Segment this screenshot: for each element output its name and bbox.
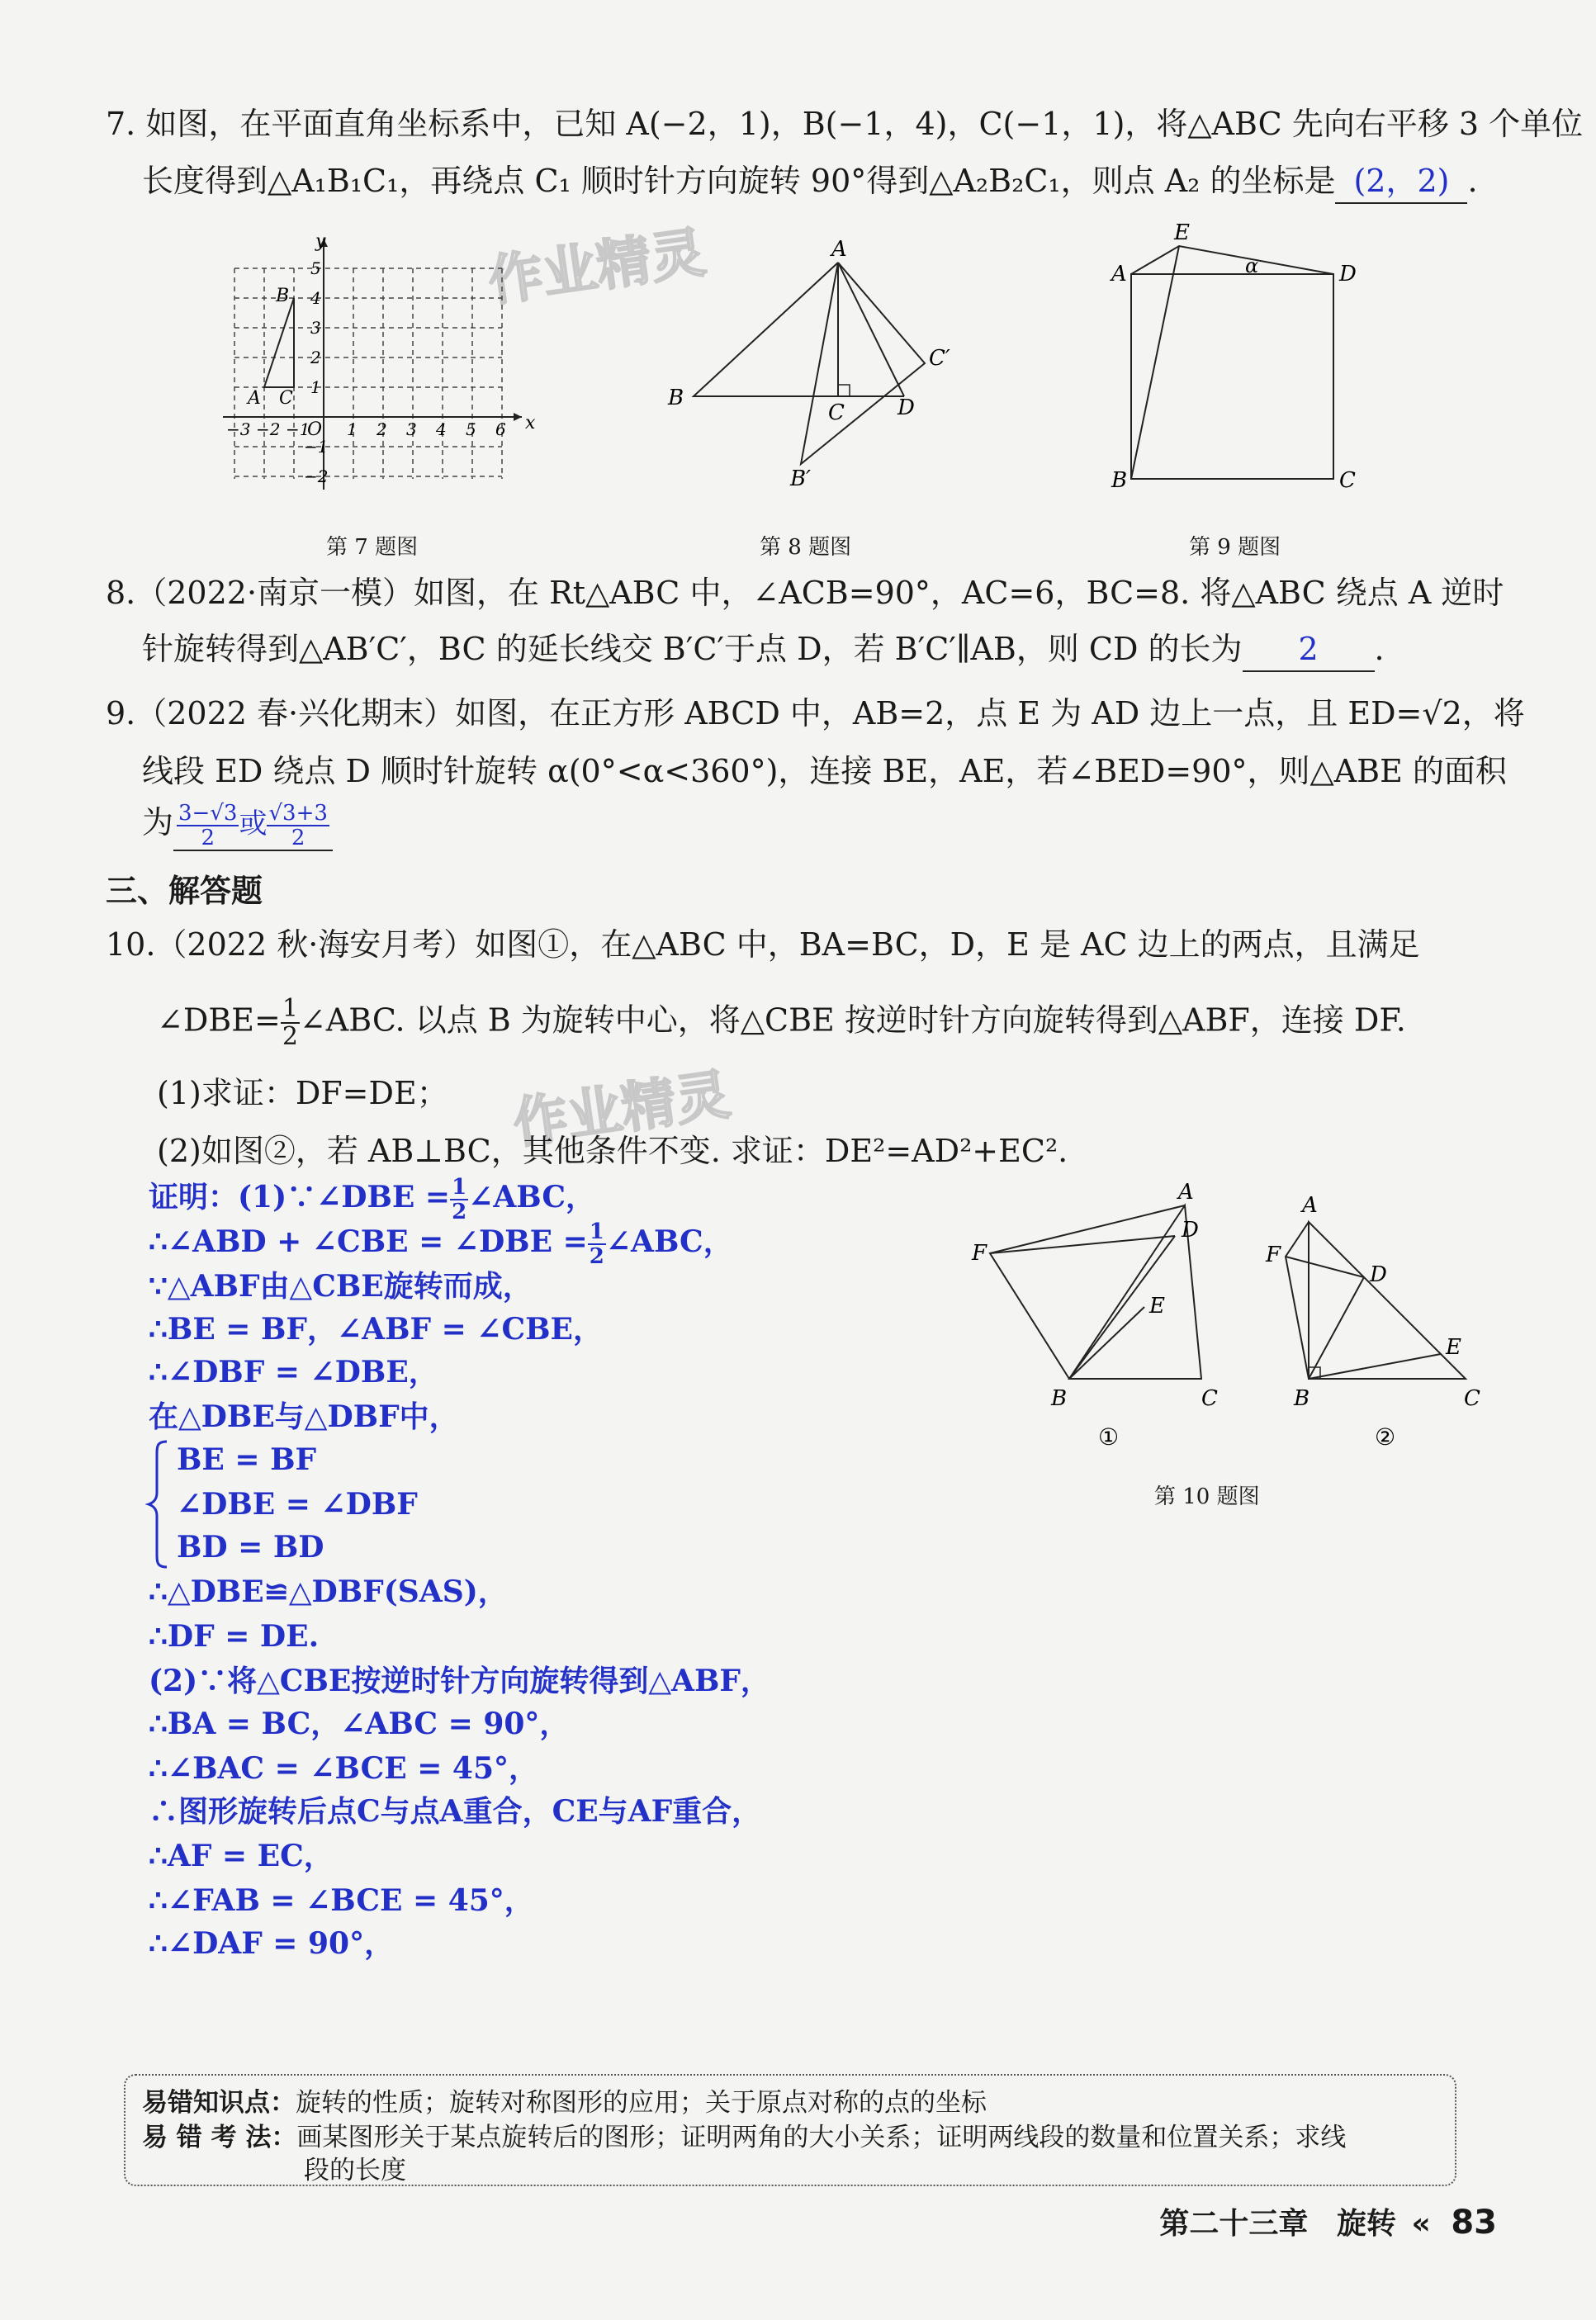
fig8-triangle-abc (694, 263, 904, 396)
fig8-triangle-ab'c' (801, 263, 925, 464)
q10-part1: (1)求证：DF=DE； (157, 1075, 448, 1111)
watermark-2: 作业精灵 (509, 1062, 734, 1156)
sol-s1b: ∠ABC， (468, 1180, 596, 1214)
solution-line-9: BD = BD (177, 1530, 324, 1565)
sol-half-2-num: 1 (589, 1219, 604, 1244)
fig10-1-line-df (990, 1236, 1175, 1253)
solution-line-15: ∴图形旋转后点C与点A重合，CE与AF重合， (149, 1794, 762, 1829)
fig7-ytick: 3 (310, 318, 321, 338)
figure-7 (215, 227, 545, 500)
fig10-1-label-d: D (1182, 1218, 1199, 1243)
tips-label-1: 易错知识点： (142, 2088, 296, 2118)
tips-label-2: 易 错 考 法： (142, 2123, 297, 2152)
q9-num2: √3+3 (268, 800, 328, 826)
solution-line-16: ∴AF = EC， (149, 1839, 334, 1873)
sol-half-1-den: 2 (452, 1200, 467, 1224)
fig9-label-a: A (1111, 262, 1127, 286)
tips-text-2: 画某图形关于某点旋转后的图形；证明两角的大小关系；证明两线段的数量和位置关系；求线 (296, 2123, 1347, 2152)
fig10-1-label-c: C (1201, 1386, 1218, 1411)
solution-line-7: BE = BF (177, 1442, 317, 1477)
fig7-label-c: C (279, 388, 293, 409)
fig10-1-label-b: B (1051, 1386, 1068, 1411)
fig7-label-b: B (276, 286, 290, 306)
sol-s2a: ∴∠ABD + ∠CBE = ∠DBE = (149, 1224, 588, 1259)
fig7-xtick: 2 (377, 419, 387, 439)
fig7-y-ticks (304, 258, 328, 486)
fig10-2-line-be (1309, 1354, 1441, 1379)
solution-line-3: ∵△ABF由△CBE旋转而成， (149, 1269, 533, 1304)
q9-line3-text: 为 (142, 804, 174, 840)
tips-line-3: 段的长度 (304, 2156, 406, 2185)
fig7-xtick: 6 (495, 419, 506, 439)
q9-line2: 线段 ED 绕点 D 顺时针旋转 α(0°<α<360°)，连接 BE，AE，若∠BED=90°，则△ABE 的面积 (142, 753, 1507, 789)
q8-answer: 2 (1243, 627, 1375, 672)
fig9-label-alpha: α (1245, 254, 1259, 277)
fig8-label-b: B (668, 386, 684, 410)
fig9-line-aed (1131, 246, 1333, 274)
fig7-xtick: −3 (226, 419, 251, 439)
solution-line-12: (2)∵将△CBE按逆时针方向旋转得到△ABF， (149, 1664, 770, 1698)
section-heading: 三、解答题 (106, 873, 263, 909)
solution-line-18: ∴∠DAF = 90°， (149, 1926, 395, 1961)
fig10-2-line-df (1286, 1257, 1364, 1277)
page-footer (1159, 2200, 1497, 2242)
fig8-line-ad (838, 263, 904, 396)
fig8-label-d: D (897, 395, 915, 420)
fig10-2-label-d: D (1370, 1262, 1387, 1287)
solution-line-11: ∴DF = DE. (149, 1619, 320, 1654)
fig7-triangle-abc (264, 298, 294, 387)
fig7-label-x: x (525, 413, 536, 433)
fig10-2-number: ② (1375, 1423, 1396, 1451)
solution-line-13: ∴BA = BC，∠ABC = 90°， (149, 1707, 570, 1741)
q7-line2-text: 长度得到△A₁B₁C₁，再绕点 C₁ 顺时针方向旋转 90°得到△A₂B₂C₁，则点 A₂ 的坐标是 (142, 163, 1336, 199)
fig10-diagram-1 (990, 1205, 1201, 1379)
watermark-1: 作业精灵 (484, 220, 709, 314)
figure-8 (656, 239, 970, 495)
fig7-ytick: 1 (310, 377, 321, 397)
q10-line2b: ∠ABC. 以点 B 为旋转中心，将△CBE 按逆时针方向旋转得到△ABF，连接 DF. (299, 1001, 1406, 1039)
sol-half-1 (450, 1176, 468, 1224)
solution-line-14: ∴∠BAC = ∠BCE = 45°， (149, 1751, 538, 1786)
q9-den2: 2 (291, 825, 305, 850)
fig10-2-label-b: B (1294, 1386, 1310, 1411)
fig7-ytick: 4 (310, 288, 321, 308)
solution-line-1 (149, 1176, 595, 1224)
footer-arrows-icon: « (1411, 2207, 1431, 2241)
caption-fig10: 第 10 题图 (1154, 1484, 1260, 1509)
caption-fig7: 第 7 题图 (326, 535, 419, 560)
figure-9 (1098, 215, 1395, 495)
fig7-ytick: −1 (304, 437, 329, 457)
fig9-line-be (1131, 246, 1179, 479)
fig8-label-a: A (831, 239, 847, 262)
fig10-2-label-c: C (1464, 1386, 1480, 1411)
q7-end: . (1467, 163, 1478, 199)
q10-line1: 10.（2022 秋·海安月考）如图①，在△ABC 中，BA=BC，D，E 是 AC 边上的两点，且满足 (106, 926, 1420, 963)
q10-half-den: 2 (282, 1022, 298, 1051)
solution-line-17: ∴∠FAB = ∠BCE = 45°， (149, 1883, 534, 1918)
caption-fig9: 第 9 题图 (1189, 535, 1281, 560)
fig7-ytick: 5 (310, 258, 321, 278)
fig10-1-number: ① (1098, 1423, 1120, 1451)
page-number: 83 (1451, 2204, 1497, 2242)
q9-frac1 (177, 802, 239, 850)
q9-answer (173, 801, 333, 851)
solution-line-6: 在△DBE与△DBF中， (149, 1399, 459, 1434)
fig7-xtick: 5 (466, 419, 476, 439)
q9-or: 或 (239, 807, 268, 840)
fig7-label-o: O (307, 419, 323, 440)
q9-num1: 3−√3 (178, 800, 238, 826)
q9-den1: 2 (201, 825, 215, 850)
sol-s1a: 证明：(1)∵∠DBE = (149, 1180, 451, 1214)
q7-answer: (2，2) (1335, 159, 1467, 204)
fig7-xtick: 4 (436, 419, 447, 439)
fig10-diagram-2 (1286, 1222, 1466, 1379)
fig9-label-c: C (1339, 468, 1356, 493)
q8-line2-text: 针旋转得到△AB′C′，BC 的延长线交 B′C′于点 D，若 B′C′∥AB，则 CD 的长为 (142, 631, 1243, 667)
fig7-ytick: 2 (310, 348, 321, 367)
fig10-1-label-a: A (1178, 1181, 1194, 1205)
fig10-1-label-e: E (1149, 1294, 1165, 1319)
fig7-label-y: y (315, 231, 326, 252)
fig9-label-e: E (1174, 220, 1190, 245)
q8-line1: 8.（2022·南京一模）如图，在 Rt△ABC 中，∠ACB=90°，AC=6，BC=8. 将△ABC 绕点 A 逆时 (106, 575, 1504, 611)
tips-line-2 (142, 2116, 1346, 2153)
fig9-square (1131, 274, 1333, 479)
q10-half (281, 996, 300, 1050)
fig8-right-angle-icon (838, 385, 850, 396)
fig10-2-line-bd (1309, 1277, 1364, 1379)
q10-line2a: ∠DBE= (157, 1001, 281, 1039)
fig7-xtick: 3 (406, 419, 417, 439)
fig9-label-b: B (1111, 468, 1128, 493)
fig8-label-bp: B′ (790, 466, 812, 491)
fig7-label-a: A (248, 388, 261, 409)
q10-line2 (157, 996, 1406, 1050)
tips-text-1: 旋转的性质；旋转对称图形的应用；关于原点对称的点的坐标 (296, 2088, 987, 2118)
fig7-grid (234, 268, 502, 479)
fig10-1-label-f: F (972, 1241, 987, 1266)
solution-line-4: ∴BE = BF，∠ABF = ∠CBE， (149, 1312, 603, 1347)
fig10-2-label-f: F (1266, 1243, 1281, 1267)
fig7-xtick: −2 (256, 419, 281, 439)
q7-line2 (142, 159, 1478, 204)
q9-line3 (142, 801, 333, 851)
fig10-2-label-e: E (1446, 1335, 1461, 1360)
fig7-xtick: 1 (347, 419, 358, 439)
solution-brace-icon (145, 1438, 170, 1570)
fig10-2-label-a: A (1302, 1193, 1318, 1218)
solution-line-10: ∴△DBE≌△DBF(SAS)， (149, 1574, 508, 1609)
fig8-label-c: C (828, 400, 845, 425)
fig9-label-d: D (1339, 262, 1357, 286)
q9-line1: 9.（2022 春·兴化期末）如图，在正方形 ABCD 中，AB=2，点 E 为 AD 边上一点，且 ED=√2，将 (106, 695, 1525, 732)
sol-s2b: ∠ABC， (605, 1224, 733, 1259)
sol-half-2 (588, 1220, 606, 1268)
sol-half-2-den: 2 (589, 1244, 604, 1269)
caption-fig8: 第 8 题图 (760, 535, 852, 560)
tips-line-1 (142, 2081, 987, 2119)
fig7-ytick: −2 (304, 466, 329, 486)
fig8-label-cp: C′ (929, 346, 950, 371)
solution-line-5: ∴∠DBF = ∠DBE， (149, 1355, 438, 1390)
sol-half-1-num: 1 (452, 1175, 467, 1200)
fig7-x-arrow-icon (514, 413, 522, 421)
solution-line-8: ∠DBE = ∠DBF (177, 1487, 418, 1522)
q8-end: . (1374, 631, 1385, 667)
q7-line1: 7. 如图，在平面直角坐标系中，已知 A(−2，1)，B(−1，4)，C(−1，1)，将△ABC 先向右平移 3 个单位 (106, 106, 1584, 142)
q10-part2: (2)如图②，若 AB⊥BC，其他条件不变. 求证：DE²=AD²+EC². (157, 1133, 1068, 1169)
q9-frac2 (267, 802, 329, 850)
fig10-1-line-be (1069, 1307, 1144, 1379)
fig10-2-triangle-abf (1286, 1222, 1309, 1379)
fig7-x-ticks (226, 419, 506, 439)
figure-10 (962, 1181, 1507, 1453)
footer-chapter: 第二十三章 (1159, 2207, 1309, 2241)
q8-line2 (142, 627, 1385, 672)
q10-half-num: 1 (282, 994, 298, 1023)
fig7-xtick: −1 (286, 419, 310, 439)
solution-line-2 (149, 1220, 733, 1268)
fig10-2-triangle-abc (1309, 1222, 1466, 1379)
footer-title: 旋转 (1336, 2207, 1396, 2241)
